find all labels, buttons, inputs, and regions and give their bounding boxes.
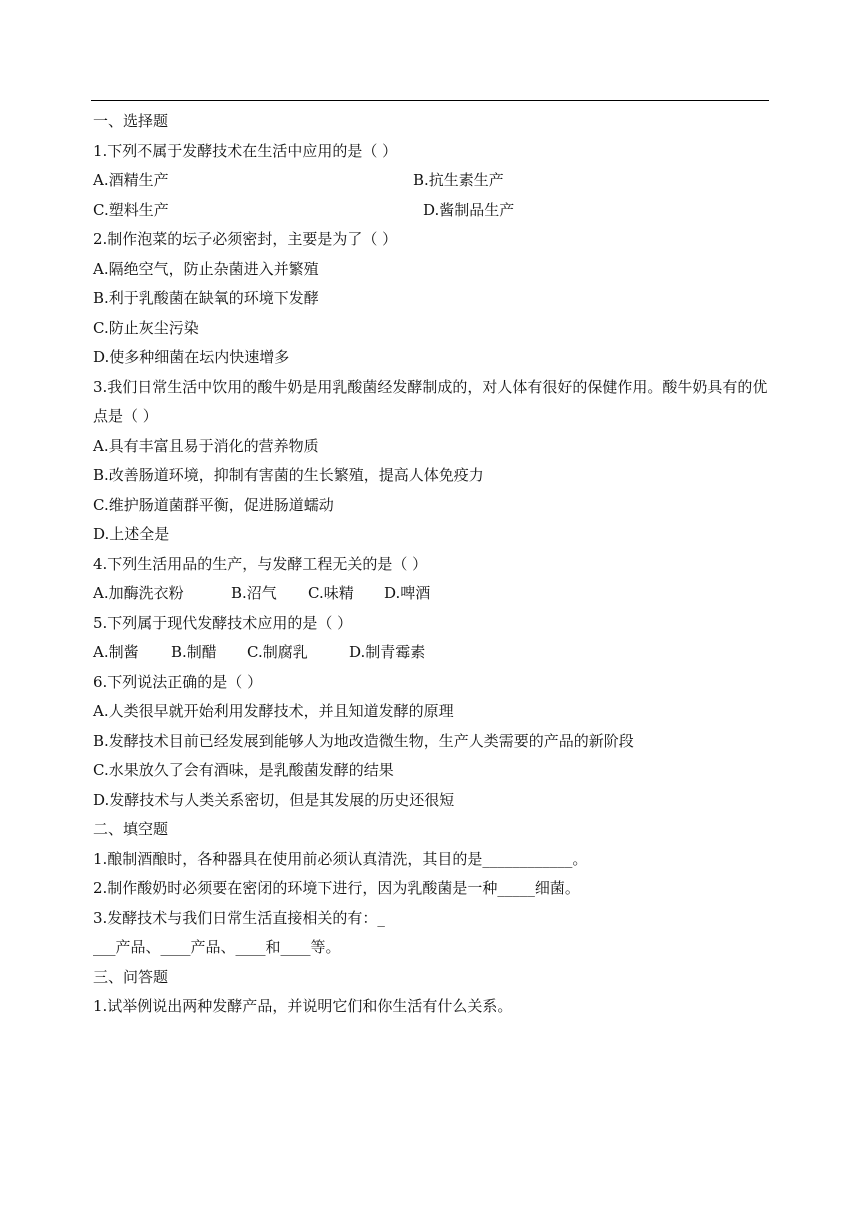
question-1-options-row-1 [93, 166, 769, 196]
section-heading-essay: 三、问答题 [93, 967, 169, 986]
essay-question-1: 1.试举例说出两种发酵产品，并说明它们和你生活有什么关系。 [93, 997, 513, 1015]
question-4-options [93, 579, 769, 609]
section-heading-fill: 二、填空题 [93, 820, 169, 838]
question-2-option-d: D.使多种细菌在坛内快速增多 [93, 348, 290, 366]
question-3-option-a: A.具有丰富且易于消化的营养物质 [93, 436, 319, 455]
question-1-option-a: A.酒精生产 [93, 171, 169, 189]
question-5-option-d: D.制青霉素 [349, 643, 426, 661]
question-3-option-c: C.维护肠道菌群平衡，促进肠道蠕动 [93, 495, 334, 514]
question-4-option-c: C.味精 [308, 584, 354, 602]
question-1-option-c: C.塑料生产 [93, 200, 169, 219]
question-5-stem: 5.下列属于现代发酵技术应用的是（ ） [93, 613, 353, 632]
question-1-stem: 1.下列不属于发酵技术在生活中应用的是（ ） [93, 141, 398, 160]
question-5-option-b: B.制醋 [171, 643, 217, 661]
question-2-stem: 2.制作泡菜的坛子必须密封，主要是为了（ ） [93, 230, 398, 248]
question-1-option-d: D.酱制品生产 [423, 200, 515, 219]
question-6-option-a: A.人类很早就开始利用发酵技术，并且知道发酵的原理 [93, 702, 454, 720]
question-2-option-c: C.防止灰尘污染 [93, 318, 199, 337]
question-2-option-a: A.隔绝空气，防止杂菌进入并繁殖 [93, 259, 319, 278]
question-3-option-d: D.上述全是 [93, 525, 170, 543]
question-5-option-c: C.制腐乳 [247, 643, 308, 661]
question-4-option-d: D.啤酒 [384, 584, 431, 602]
question-1-options-row-2 [93, 196, 769, 226]
worksheet-content [93, 107, 769, 1022]
question-4-stem: 4.下列生活用品的生产，与发酵工程无关的是（ ） [93, 554, 428, 573]
fill-question-1: 1.酿制酒酿时，各种器具在使用前必须认真清洗，其目的是____________。 [93, 849, 588, 868]
question-3-option-b: B.改善肠道环境，抑制有害菌的生长繁殖，提高人体免疫力 [93, 466, 484, 484]
fill-question-3-line-2: ___产品、____产品、____和____等。 [93, 938, 341, 956]
fill-question-3-line-1: 3.发酵技术与我们日常生活直接相关的有：_ [93, 908, 385, 927]
header-rule [91, 100, 769, 101]
question-6-option-d: D.发酵技术与人类关系密切，但是其发展的历史还很短 [93, 790, 455, 809]
question-6-stem: 6.下列说法正确的是（ ） [93, 672, 263, 691]
question-3-stem: 3.我们日常生活中饮用的酸牛奶是用乳酸菌经发酵制成的，对人体有很好的保健作用。酸牛奶具有的优点是（ ） [93, 377, 768, 425]
fill-question-2: 2.制作酸奶时必须要在密闭的环境下进行，因为乳酸菌是一种_____细菌。 [93, 879, 580, 897]
question-5-options [93, 638, 769, 668]
question-4-option-b: B.沼气 [231, 584, 277, 602]
question-5-option-a: A.制酱 [93, 643, 139, 661]
question-2-option-b: B.利于乳酸菌在缺氧的环境下发酵 [93, 289, 319, 307]
question-6-option-b: B.发酵技术目前已经发展到能够人为地改造微生物，生产人类需要的产品的新阶段 [93, 731, 634, 750]
question-6-option-c: C.水果放久了会有酒味，是乳酸菌发酵的结果 [93, 761, 394, 779]
question-4-option-a: A.加酶洗衣粉 [93, 584, 184, 602]
section-heading-choice: 一、选择题 [93, 112, 169, 130]
question-1-option-b: B.抗生素生产 [413, 171, 504, 189]
